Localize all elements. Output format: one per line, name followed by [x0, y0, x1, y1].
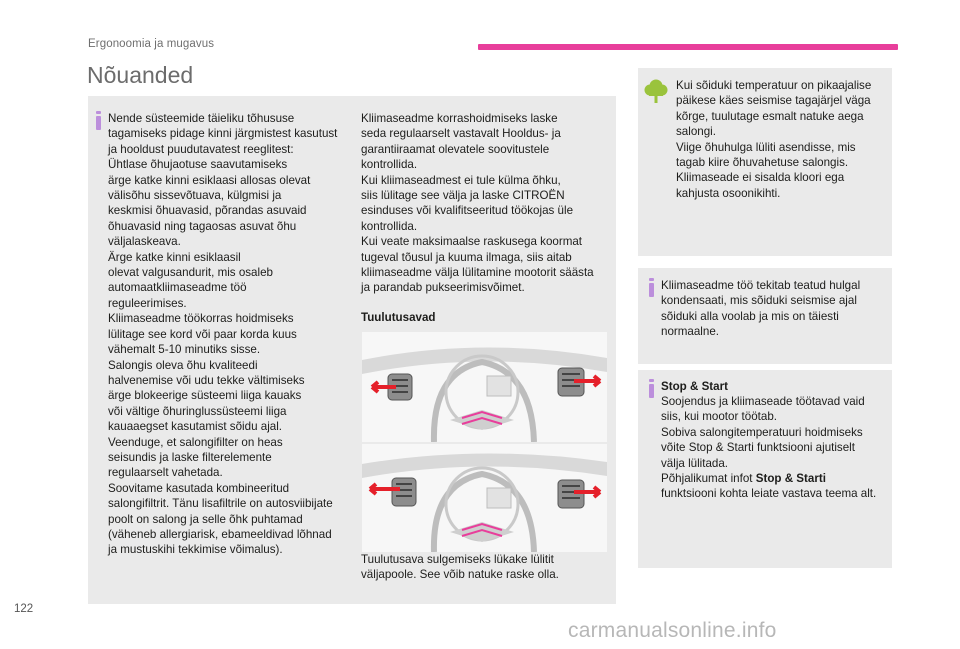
tree-eco-icon: [644, 78, 668, 104]
stop-start-title: Stop & Start: [661, 380, 728, 393]
info-icon: [649, 283, 654, 297]
stop-start-bold-ref: Stop & Starti: [755, 472, 826, 486]
stop-start-text: Soojendus ja kliimaseade töötavad vaid siis, kui mootor töötab. Sobiva salongitemperatuuri hoidmiseks võite Stop & Starti funktsiooni ajutiselt välja lülitada. Põhjalikumat infot Stop & Starti funktsiooni kohta leiate vastava teema alt.: [661, 395, 877, 501]
vents-subheading: Tuulutusavad: [361, 311, 436, 324]
page-title: Nõuanded: [87, 62, 194, 88]
eco-tip-text: Kui sõiduki temperatuur on pikaajalise päikese käes seismise tagajärjel väga kõrge, tuulutage esmalt natuke aega salongi. Viige õhuhulga lüliti asendisse, mis tagab kiire õhuvahetuse salongis. Kliimaseade ei sisalda kloori ega kahjusta osoonikihti.: [676, 79, 872, 200]
usage-rules-text: Nende süsteemide täieliku tõhususe tagamiseks pidage kinni järgmistest kasutust ja hooldust puudutavatest reeglitest: Ühtlase õhujaotuse saavutamiseks ärge katke kinni esiklaasi allosas olevat välisõhu sissevõtuava, külgmisi ja keskmisi õhuavasid, põrandas asuvaid õhuavasid ning tagaosas asuvat õhu väljalaskeava. Ärge katke kinni esiklaasil olevat valgusandurit, mis osaleb automaatkliimaseadme töö reguleerimises. Kliimaseadme töökorras hoidmiseks lülitage see kord või paar korda kuus vähemalt 5-10 minutiks sisse. Salongis oleva õhu kvaliteedi halvenemise või udu tekke vältimiseks ärge blokeerige süsteemi liiga kauaks või vältige õhuringlussüsteemi liiga kauaaegset kasutamist sõidu ajal. Veenduge, et salongifilter on heas seisundis ja laske filterelemente regulaarselt vahetada. Soovitame kasutada kombineeritud salongifiltrit. Tänu lisafiltrile on autosviibijate poolt on salong ja selle õhk puhtamad (väheneb allergiarisk, ebameeldivad lõhnad ja mustuskihi tekkimise võimalus).: [108, 112, 338, 557]
vent-illustration-open: [362, 332, 607, 442]
maintenance-text: Kliimaseadme korrashoidmiseks laske seda regulaarselt vastavalt Hooldus- ja garantiiraamat olevatele soovitustele kontrollida. Kui kliimaseadmest ei tule külma õhku, siis lülitage see välja ja laske CITROËN esinduses või kvalifitseeritud töökojas üle kontrollida. Kui veate maksimaalse raskusega koormat tugeval tõusul ja kuuma ilmaga, siis aitab kliimaseadme välja lülitamine mootorit säästa ja parandab pukseerimisvõimet.: [361, 112, 594, 295]
vent-illustration-closed: [362, 444, 607, 552]
info-icon: [96, 116, 101, 130]
info-icon: [649, 384, 654, 398]
page-number: 122: [14, 603, 34, 615]
watermark: carmanualsonline.info: [568, 619, 777, 642]
section-accent-bar: [478, 44, 898, 50]
section-header: Ergonoomia ja mugavus: [88, 38, 215, 50]
vent-caption: Tuulutusava sulgemiseks lükake lülitit väljapoole. See võib natuke raske olla.: [361, 553, 559, 582]
condensation-text: Kliimaseadme töö tekitab teatud hulgal kondensaati, mis sõiduki seismise ajal sõiduki alla voolab ja mis on täiesti normaalne.: [661, 279, 861, 339]
